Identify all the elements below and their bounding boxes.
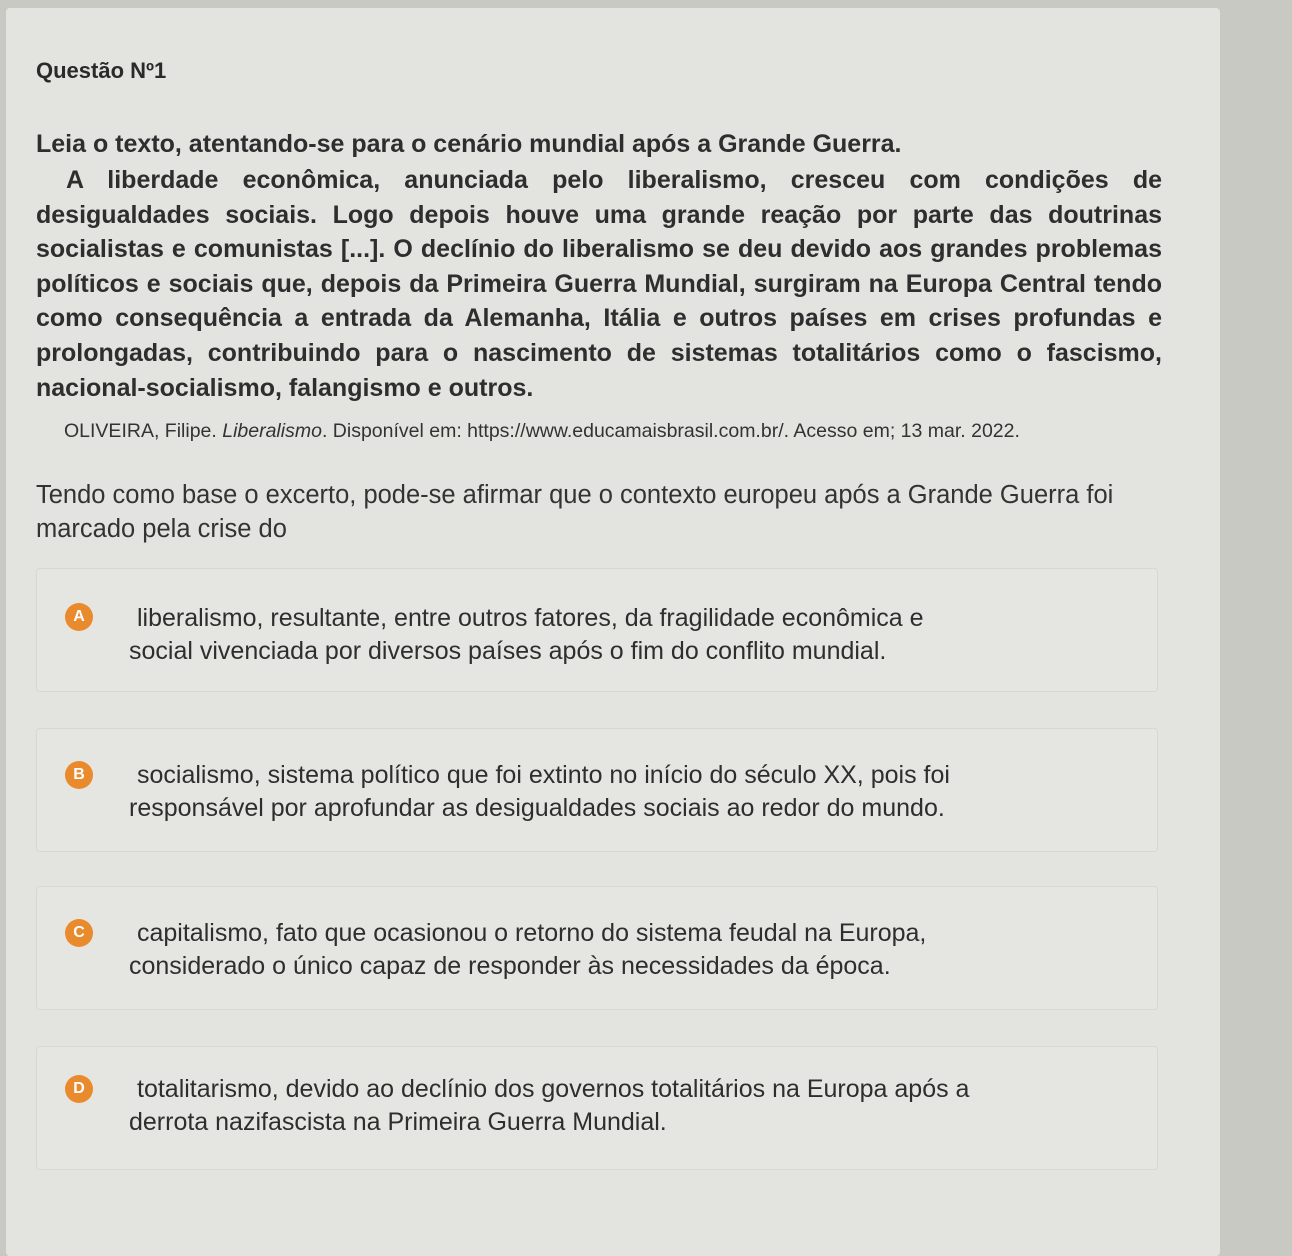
option-letter-badge: A [65,603,93,631]
option-text-line1: socialismo, sistema político que foi extinto no início do século XX, pois foi [137,761,950,789]
answer-option-d[interactable] [36,1046,1158,1170]
option-text-line2: social vivenciada por diversos países após o fim do conflito mundial. [129,637,887,665]
option-text-line1: totalitarismo, devido ao declínio dos governos totalitários na Europa após a [137,1075,970,1103]
answer-option-c[interactable] [36,886,1158,1010]
option-text [129,1073,1129,1139]
option-text-line1: liberalismo, resultante, entre outros fatores, da fragilidade econômica e [137,604,924,632]
citation-details: . Disponível em: https://www.educamaisbrasil.com.br/. Acesso em; 13 mar. 2022. [321,420,1020,442]
excerpt-text: A liberdade econômica, anunciada pelo liberalismo, cresceu com condições de desigualdades sociais. Logo depois houve uma grande reação por parte das doutrinas socialistas e comunistas [...]. O declínio do liberalismo se deu devido aos grandes problemas políticos e sociais que, depois da Primeira Guerra Mundial, surgiram na Europa Central tendo como consequência a entrada da Alemanha, Itália e outros países em crises profundas e prolongadas, contribuindo para o nascimento de sistemas totalitários como o fascismo, nacional-socialismo, falangismo e outros. [36,166,1162,402]
option-text-line2: responsável por aprofundar as desigualdades sociais ao redor do mundo. [129,794,945,822]
question-prompt: Tendo como base o excerto, pode-se afirmar que o contexto europeu após a Grande Guerra foi marcado pela crise do [36,481,1114,543]
option-text-line1: capitalismo, fato que ocasionou o retorno do sistema feudal na Europa, [137,919,927,947]
citation-author: OLIVEIRA, Filipe. [64,420,223,442]
option-text [129,602,1129,668]
option-text [129,759,1129,825]
option-letter-badge: B [65,761,93,789]
option-text-line2: considerado o único capaz de responder às necessidades da época. [129,952,891,980]
option-text [129,917,1129,983]
answer-option-b[interactable] [36,728,1158,852]
source-citation [64,420,1174,443]
answer-option-a[interactable] [36,568,1158,692]
option-text-line2: derrota nazifascista na Primeira Guerra Mundial. [129,1108,667,1136]
option-letter-badge: C [65,919,93,947]
citation-work-title: Liberalismo [222,420,322,442]
question-intro: Leia o texto, atentando-se para o cenário mundial após a Grande Guerra. [36,130,902,158]
option-letter-badge: D [65,1075,93,1103]
question-title: Questão Nº1 [36,58,167,83]
